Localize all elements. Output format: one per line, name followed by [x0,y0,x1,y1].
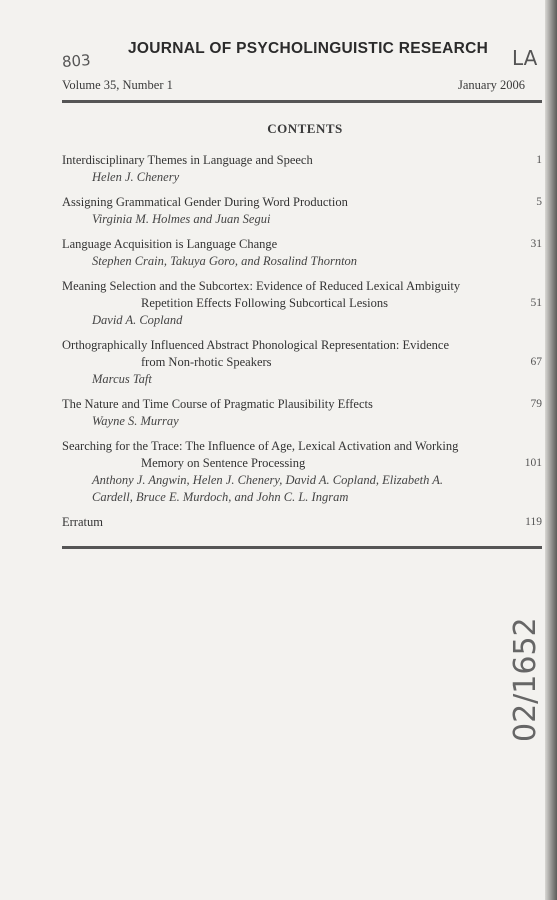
toc-entry-page: 31 [530,238,542,250]
toc-entry-title-cont: Memory on Sentence Processing [141,456,306,470]
issue-date: January 2006 [458,78,525,92]
toc-entry [62,396,542,430]
toc-entry-page: 101 [524,457,542,469]
toc-entry-title: Meaning Selection and the Subcortex: Evidence of Reduced Lexical Ambiguity [62,279,461,293]
toc-entry [62,194,542,228]
toc-entry-title: Interdisciplinary Themes in Language and Speech [62,153,313,167]
toc-entry-title: Assigning Grammatical Gender During Word Production [62,195,348,209]
toc-entry-authors: David A. Copland [92,313,183,327]
toc-entry-authors: Anthony J. Angwin, Helen J. Chenery, David A. Copland, Elizabeth A. [92,473,443,487]
toc-entry [62,438,542,506]
toc-entry-authors: Cardell, Bruce E. Murdoch, and John C. L. Ingram [92,490,349,504]
toc-entry-page: 67 [530,356,542,368]
toc-entry-authors: Virginia M. Holmes and Juan Segui [92,212,271,226]
toc-entry-title-cont: from Non-rhotic Speakers [141,355,272,369]
bottom-divider [62,546,542,549]
toc-entry-title: Erratum [62,515,103,529]
toc-entry-title: Language Acquisition is Language Change [62,237,278,251]
toc-entry [62,152,542,186]
toc-entry-title: Orthographically Influenced Abstract Phonological Representation: Evidence [62,338,450,352]
toc-entry-authors: Marcus Taft [92,372,152,386]
toc-entry-authors: Helen J. Chenery [92,170,180,184]
toc-entry-title-cont: Repetition Effects Following Subcortical Lesions [141,296,388,310]
toc-entry [62,278,542,329]
toc-entry-title: The Nature and Time Course of Pragmatic Plausibility Effects [62,397,373,411]
toc-entry-page: 1 [536,154,542,166]
page-edge-shadow [545,0,557,900]
contents-heading: CONTENTS [267,121,343,136]
toc-entry-page: 5 [536,196,542,208]
toc-entry-page: 79 [530,398,542,410]
journal-title: JOURNAL OF PSYCHOLINGUISTIC RESEARCH [128,40,489,57]
top-divider [62,100,542,103]
handwritten-side-text: 02/1652 [508,617,543,742]
toc-entry-page: 119 [525,516,542,528]
toc-entry-page: 51 [530,297,542,309]
volume-number: Volume 35, Number 1 [62,78,173,92]
toc-entry-title: Searching for the Trace: The Influence of Age, Lexical Activation and Working [62,439,459,453]
toc-entry-authors: Stephen Crain, Takuya Goro, and Rosalind Thornton [92,254,358,268]
toc-entry-authors: Wayne S. Murray [92,414,179,428]
toc-entry [62,337,542,388]
handwritten-number: 803 [61,51,92,71]
handwritten-corner-mark: LA [512,46,538,70]
toc-entry [62,236,542,270]
toc-entry [62,514,542,531]
